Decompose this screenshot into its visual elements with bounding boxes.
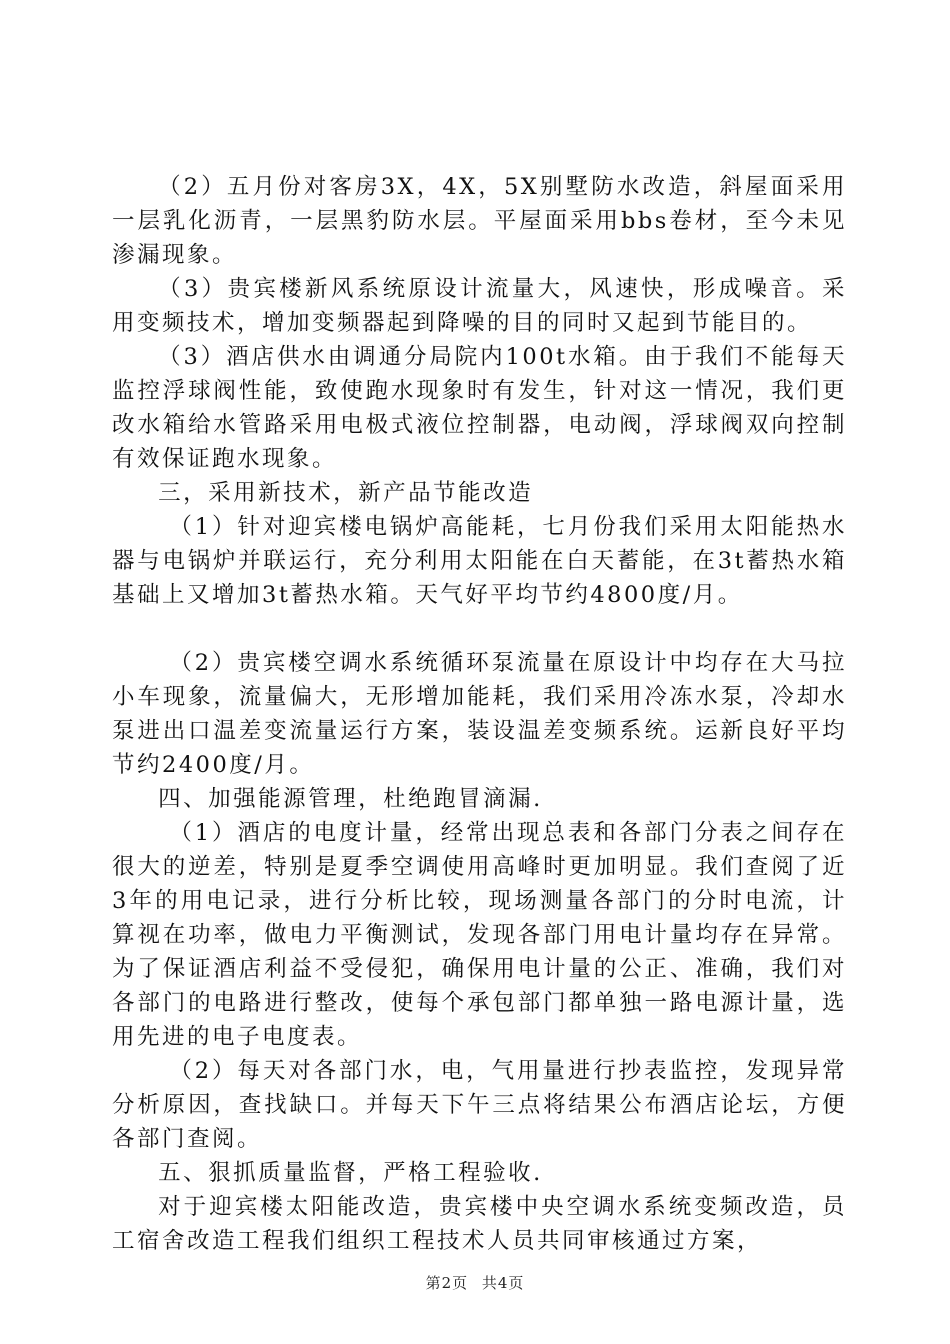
section-heading-energy-management: 四、加强能源管理，杜绝跑冒滴漏.	[158, 786, 543, 812]
section-heading-quality-supervision: 五、狠抓质量监督，严格工程验收.	[158, 1160, 543, 1186]
page-number: 第2页	[425, 1274, 469, 1292]
paragraph-circulation-pump: （2）贵宾楼空调水系统循环泵流量在原设计中均存在大马拉小车现象，流量偏大，无形增加能耗，我们采用冷冻水泵，冷却水泵进出口温差变流量运行方案，装设温差变频系统。运新良好平均节约2400度/月。	[112, 650, 847, 778]
paragraph-fresh-air-system: （3）贵宾楼新风系统原设计流量大，风速快，形成噪音。采用变频技术，增加变频器起到降噪的目的同时又起到节能目的。	[112, 276, 847, 336]
document-body	[112, 170, 847, 1258]
paragraph-meter-reading: （2）每天对各部门水，电，气用量进行抄表监控，发现异常分析原因，查找缺口。并每天下午三点将结果公布酒店论坛，方便各部门查阅。	[112, 1058, 847, 1152]
paragraph-electric-metering: （1）酒店的电度计量，经常出现总表和各部门分表之间存在很大的逆差，特别是夏季空调使用高峰时更加明显。我们查阅了近3年的用电记录，进行分析比较，现场测量各部门的分时电流，计算视在功率，做电力平衡测试，发现各部门用电计量均存在异常。为了保证酒店利益不受侵犯，确保用电计量的公正、准确，我们对各部门的电路进行整改，使每个承包部门都单独一路电源计量，选用先进的电子电度表。	[112, 820, 847, 1050]
paragraph-project-acceptance: 对于迎宾楼太阳能改造，贵宾楼中央空调水系统变频改造，员工宿舍改造工程我们组织工程技术人员共同审核通过方案，	[112, 1194, 847, 1254]
paragraph-villa-waterproofing: （2）五月份对客房3X，4X，5X别墅防水改造，斜屋面采用一层乳化沥青，一层黑豹防水层。平屋面采用bbs卷材，至今未见渗漏现象。	[112, 174, 847, 268]
page-footer	[0, 1272, 950, 1293]
page-total: 共4页	[481, 1274, 525, 1292]
paragraph-solar-water-heater: （1）针对迎宾楼电锅炉高能耗，七月份我们采用太阳能热水器与电锅炉并联运行，充分利用太阳能在白天蓄能，在3t蓄热水箱基础上又增加3t蓄热水箱。天气好平均节约4800度/月。	[112, 514, 847, 608]
paragraph-water-supply: （3）酒店供水由调通分局院内100t水箱。由于我们不能每天监控浮球阀性能，致使跑水现象时有发生，针对这一情况，我们更改水箱给水管路采用电极式液位控制器，电动阀，浮球阀双向控制有效保证跑水现象。	[112, 344, 847, 472]
section-heading-new-technology: 三，采用新技术，新产品节能改造	[158, 480, 534, 506]
